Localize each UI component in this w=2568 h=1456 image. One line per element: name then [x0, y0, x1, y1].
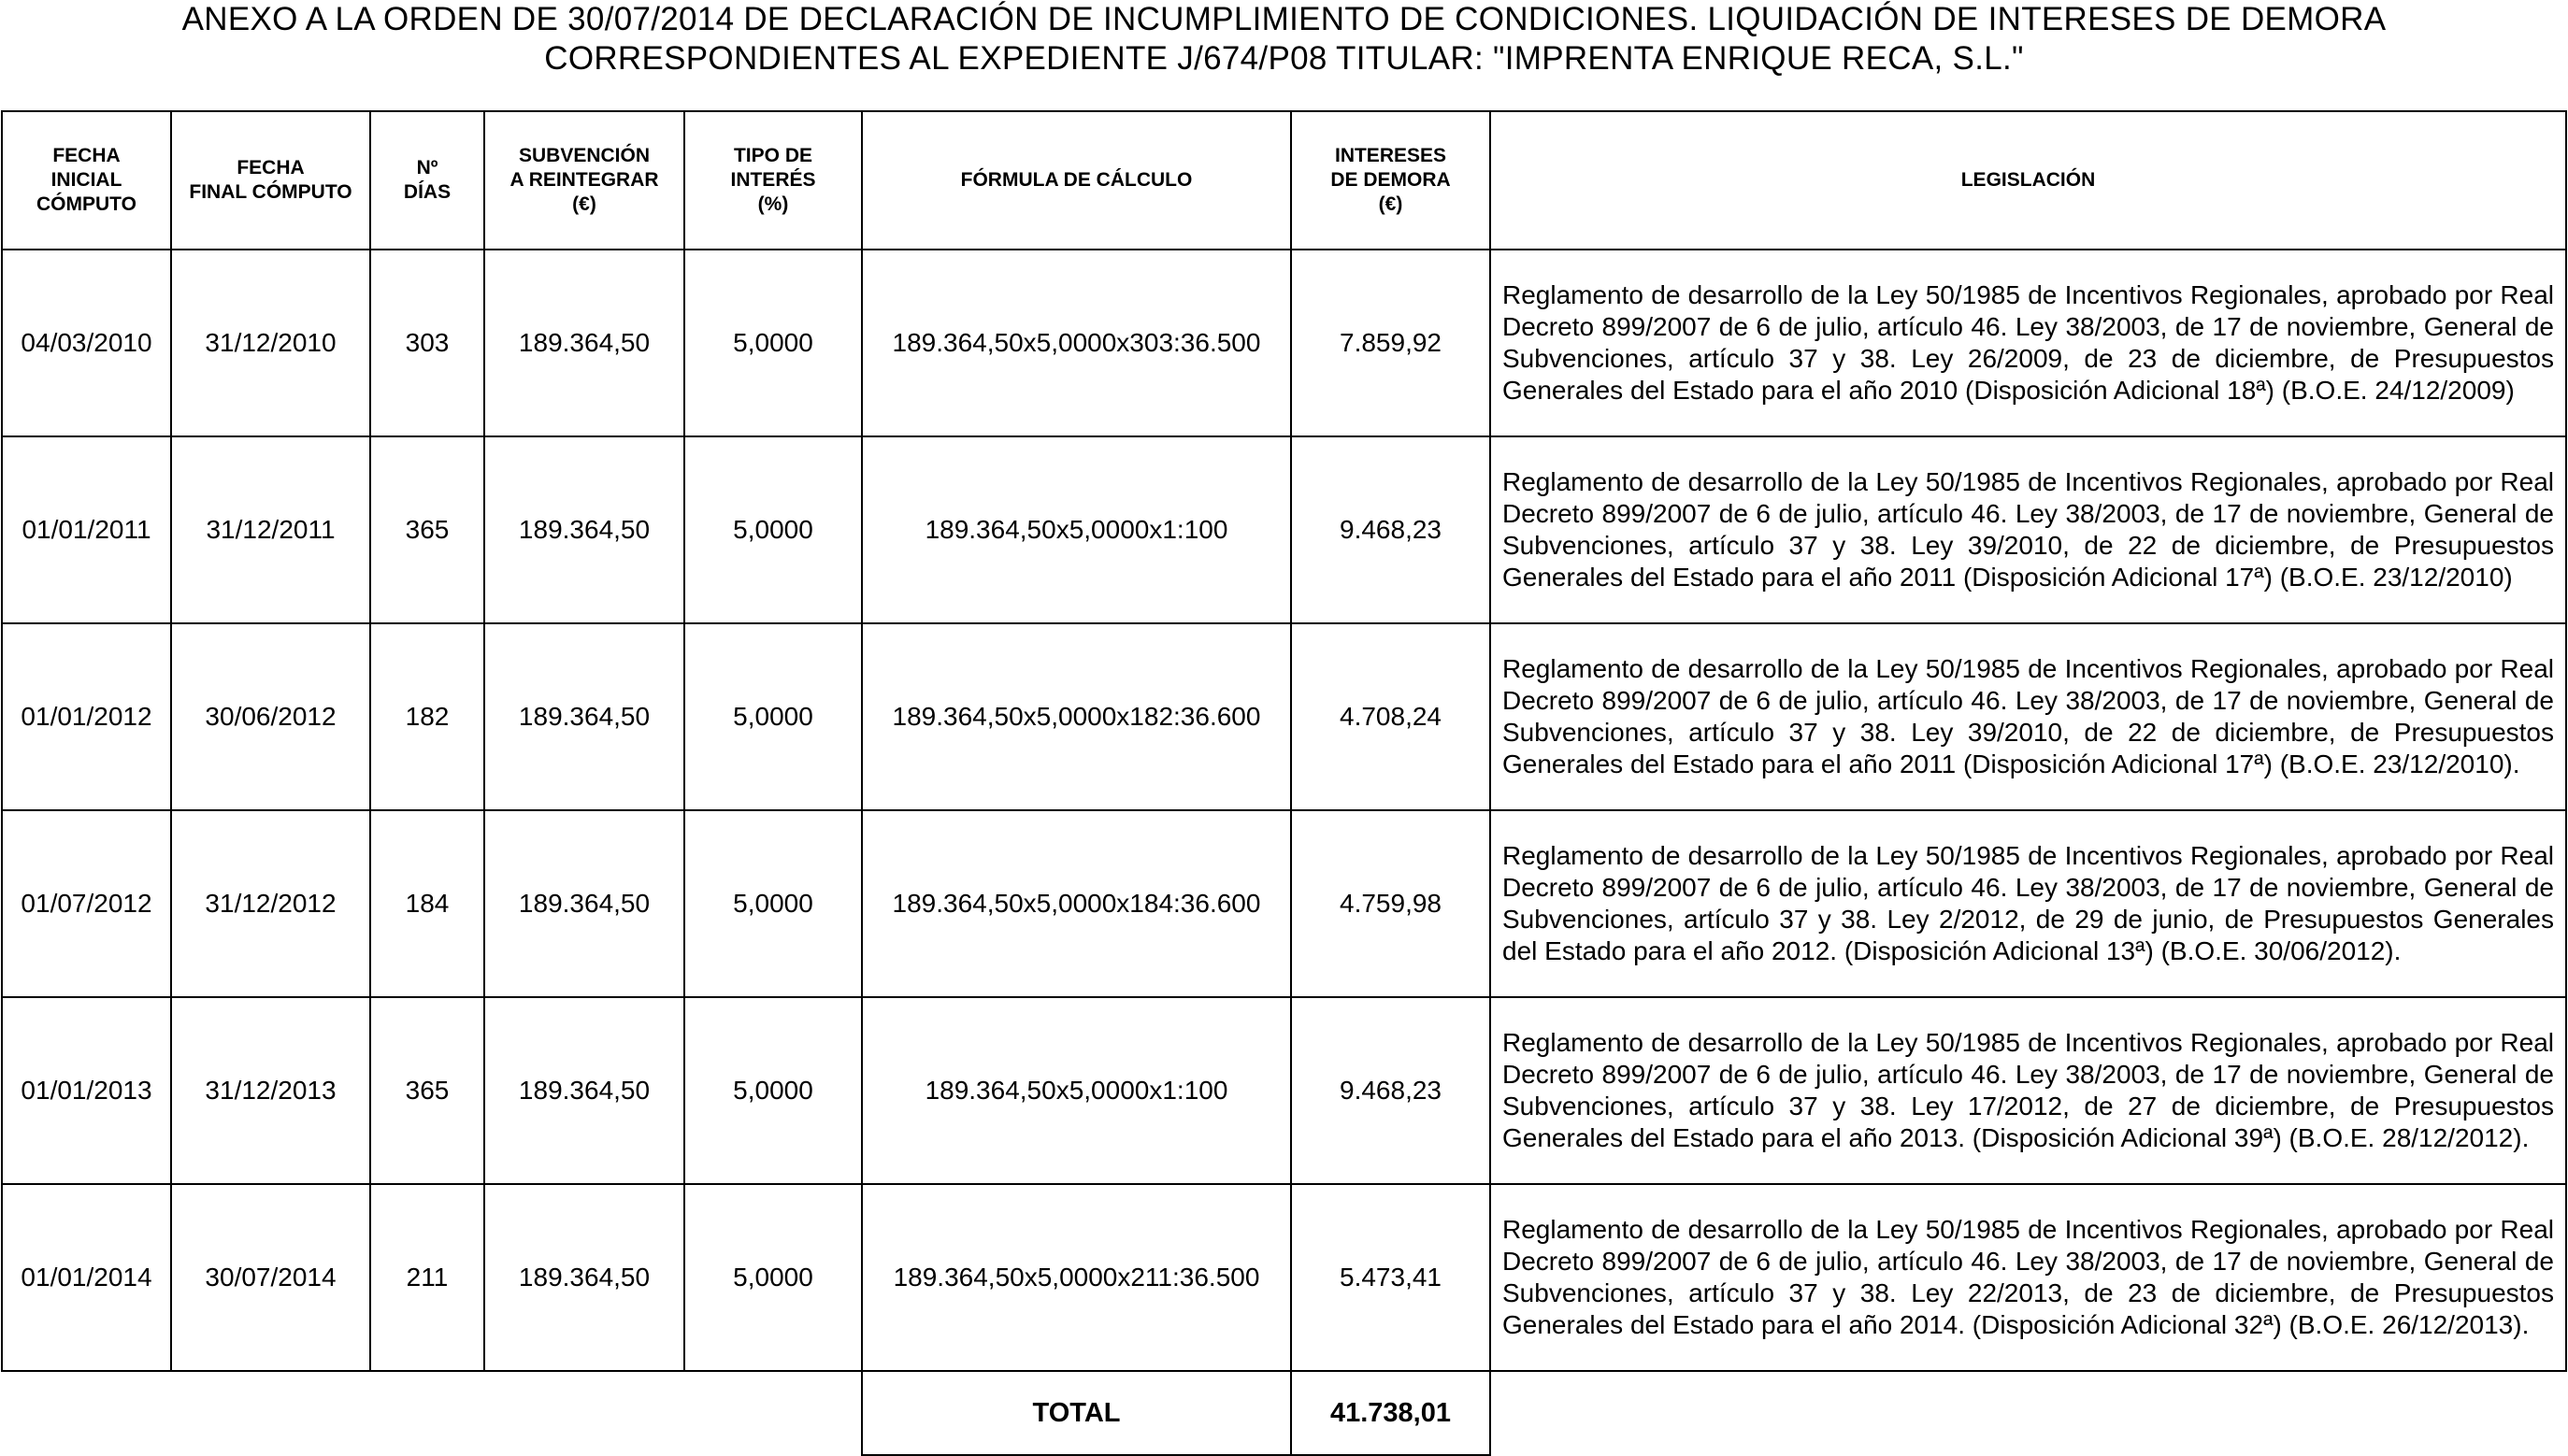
header-legislacion — [1490, 111, 2566, 250]
document-title — [0, 0, 2568, 79]
header-text-line: DE DEMORA — [1330, 169, 1451, 191]
header-text-line: FINAL CÓMPUTO — [189, 181, 352, 203]
interest-table — [1, 110, 2567, 1456]
header-text-line: TIPO DE — [733, 145, 812, 166]
total-row — [2, 1371, 2566, 1455]
cell-subvencion: 189.364,50 — [484, 250, 684, 436]
cell-legislacion: Reglamento de desarrollo de la Ley 50/1985 de Incentivos Regionales, aprobado por Real Decreto 899/2007 de 6 de julio, artículo 46. Ley 38/2003, de 17 de noviembre, General de Subvenciones, artículo 37 y 38. Ley 26/2009, de 23 de diciembre, de Presupuestos Generales del Estado para el año 2010 (Disposición Adicional 18ª) (B.O.E. 24/12/2009) — [1490, 250, 2566, 436]
cell-subvencion: 189.364,50 — [484, 436, 684, 623]
cell-fecha-inicial: 04/03/2010 — [2, 250, 171, 436]
cell-tipo-interes: 5,0000 — [684, 436, 862, 623]
cell-subvencion: 189.364,50 — [484, 623, 684, 810]
cell-formula: 189.364,50x5,0000x184:36.600 — [862, 810, 1291, 997]
table-row — [2, 436, 2566, 623]
cell-formula: 189.364,50x5,0000x1:100 — [862, 436, 1291, 623]
cell-dias: 182 — [370, 623, 484, 810]
cell-formula: 189.364,50x5,0000x303:36.500 — [862, 250, 1291, 436]
header-text-line: A REINTEGRAR — [509, 169, 659, 191]
cell-fecha-final: 31/12/2012 — [171, 810, 370, 997]
cell-intereses: 5.473,41 — [1291, 1184, 1490, 1371]
cell-legislacion: Reglamento de desarrollo de la Ley 50/1985 de Incentivos Regionales, aprobado por Real Decreto 899/2007 de 6 de julio, artículo 46. Ley 38/2003, de 17 de noviembre, General de Subvenciones, artículo 37 y 38. Ley 17/2012, de 27 de diciembre, de Presupuestos Generales del Estado para el año 2013. (Disposición Adicional 39ª) (B.O.E. 28/12/2012). — [1490, 997, 2566, 1184]
header-text-line: LEGISLACIÓN — [1960, 169, 2096, 191]
header-text-line: Nº — [416, 157, 438, 178]
cell-formula: 189.364,50x5,0000x1:100 — [862, 997, 1291, 1184]
cell-fecha-final: 31/12/2013 — [171, 997, 370, 1184]
header-tipo-interes — [684, 111, 862, 250]
header-intereses — [1291, 111, 1490, 250]
table-row — [2, 1184, 2566, 1371]
cell-dias: 184 — [370, 810, 484, 997]
cell-subvencion: 189.364,50 — [484, 810, 684, 997]
header-text-line: FECHA — [52, 145, 121, 166]
title-line-1: ANEXO A LA ORDEN DE 30/07/2014 DE DECLARACIÓN DE INCUMPLIMIENTO DE CONDICIONES. LIQUIDACIÓN DE INTERESES DE DEMORA — [181, 1, 2387, 37]
header-text-line: (€) — [572, 193, 596, 215]
header-dias — [370, 111, 484, 250]
header-text-line: CÓMPUTO — [36, 193, 136, 215]
cell-legislacion: Reglamento de desarrollo de la Ley 50/1985 de Incentivos Regionales, aprobado por Real Decreto 899/2007 de 6 de julio, artículo 46. Ley 38/2003, de 17 de noviembre, General de Subvenciones, artículo 37 y 38. Ley 39/2010, de 22 de diciembre, de Presupuestos Generales del Estado para el año 2011 (Disposición Adicional 17ª) (B.O.E. 23/12/2010). — [1490, 623, 2566, 810]
cell-tipo-interes: 5,0000 — [684, 1184, 862, 1371]
cell-dias: 211 — [370, 1184, 484, 1371]
table-row — [2, 250, 2566, 436]
cell-dias: 303 — [370, 250, 484, 436]
title-line-2: CORRESPONDIENTES AL EXPEDIENTE J/674/P08 TITULAR: "IMPRENTA ENRIQUE RECA, S.L." — [544, 40, 2024, 77]
cell-legislacion: Reglamento de desarrollo de la Ley 50/1985 de Incentivos Regionales, aprobado por Real Decreto 899/2007 de 6 de julio, artículo 46. Ley 38/2003, de 17 de noviembre, General de Subvenciones, artículo 37 y 38. Ley 2/2012, de 29 de junio, de Presupuestos Generales del Estado para el año 2012. (Disposición Adicional 13ª) (B.O.E. 30/06/2012). — [1490, 810, 2566, 997]
cell-fecha-inicial: 01/07/2012 — [2, 810, 171, 997]
table-row — [2, 997, 2566, 1184]
cell-intereses: 4.708,24 — [1291, 623, 1490, 810]
header-text-line: INTERESES — [1334, 145, 1447, 166]
header-text-line: (€) — [1378, 193, 1403, 215]
total-value: 41.738,01 — [1291, 1371, 1490, 1455]
cell-dias: 365 — [370, 436, 484, 623]
cell-intereses: 4.759,98 — [1291, 810, 1490, 997]
cell-fecha-final: 31/12/2011 — [171, 436, 370, 623]
cell-formula: 189.364,50x5,0000x182:36.600 — [862, 623, 1291, 810]
header-text-line: INTERÉS — [730, 169, 816, 191]
total-spacer-right — [1490, 1371, 2566, 1455]
header-text-line: FÓRMULA DE CÁLCULO — [960, 169, 1193, 191]
table-row — [2, 623, 2566, 810]
header-formula — [862, 111, 1291, 250]
cell-subvencion: 189.364,50 — [484, 997, 684, 1184]
cell-subvencion: 189.364,50 — [484, 1184, 684, 1371]
header-text-line: DÍAS — [403, 181, 452, 203]
cell-intereses: 7.859,92 — [1291, 250, 1490, 436]
cell-fecha-inicial: 01/01/2013 — [2, 997, 171, 1184]
header-fecha-inicial — [2, 111, 171, 250]
cell-dias: 365 — [370, 997, 484, 1184]
cell-fecha-final: 31/12/2010 — [171, 250, 370, 436]
total-spacer — [2, 1371, 862, 1455]
cell-legislacion: Reglamento de desarrollo de la Ley 50/1985 de Incentivos Regionales, aprobado por Real Decreto 899/2007 de 6 de julio, artículo 46. Ley 38/2003, de 17 de noviembre, General de Subvenciones, artículo 37 y 38. Ley 39/2010, de 22 de diciembre, de Presupuestos Generales del Estado para el año 2011 (Disposición Adicional 17ª) (B.O.E. 23/12/2010) — [1490, 436, 2566, 623]
cell-tipo-interes: 5,0000 — [684, 250, 862, 436]
header-text-line: INICIAL — [50, 169, 122, 191]
cell-intereses: 9.468,23 — [1291, 997, 1490, 1184]
cell-fecha-inicial: 01/01/2012 — [2, 623, 171, 810]
header-text-line: FECHA — [237, 157, 305, 178]
header-row — [2, 111, 2566, 250]
total-label: TOTAL — [862, 1371, 1291, 1455]
cell-legislacion: Reglamento de desarrollo de la Ley 50/1985 de Incentivos Regionales, aprobado por Real Decreto 899/2007 de 6 de julio, artículo 46. Ley 38/2003, de 17 de noviembre, General de Subvenciones, artículo 37 y 38. Ley 22/2013, de 23 de diciembre, de Presupuestos Generales del Estado para el año 2014. (Disposición Adicional 32ª) (B.O.E. 26/12/2013). — [1490, 1184, 2566, 1371]
header-text-line: SUBVENCIÓN — [518, 145, 651, 166]
cell-fecha-final: 30/07/2014 — [171, 1184, 370, 1371]
cell-fecha-inicial: 01/01/2011 — [2, 436, 171, 623]
cell-fecha-final: 30/06/2012 — [171, 623, 370, 810]
header-text-line: (%) — [757, 193, 789, 215]
header-subvencion — [484, 111, 684, 250]
cell-intereses: 9.468,23 — [1291, 436, 1490, 623]
cell-formula: 189.364,50x5,0000x211:36.500 — [862, 1184, 1291, 1371]
cell-tipo-interes: 5,0000 — [684, 997, 862, 1184]
cell-fecha-inicial: 01/01/2014 — [2, 1184, 171, 1371]
header-fecha-final — [171, 111, 370, 250]
table-body — [2, 250, 2566, 1455]
table-row — [2, 810, 2566, 997]
cell-tipo-interes: 5,0000 — [684, 623, 862, 810]
cell-tipo-interes: 5,0000 — [684, 810, 862, 997]
